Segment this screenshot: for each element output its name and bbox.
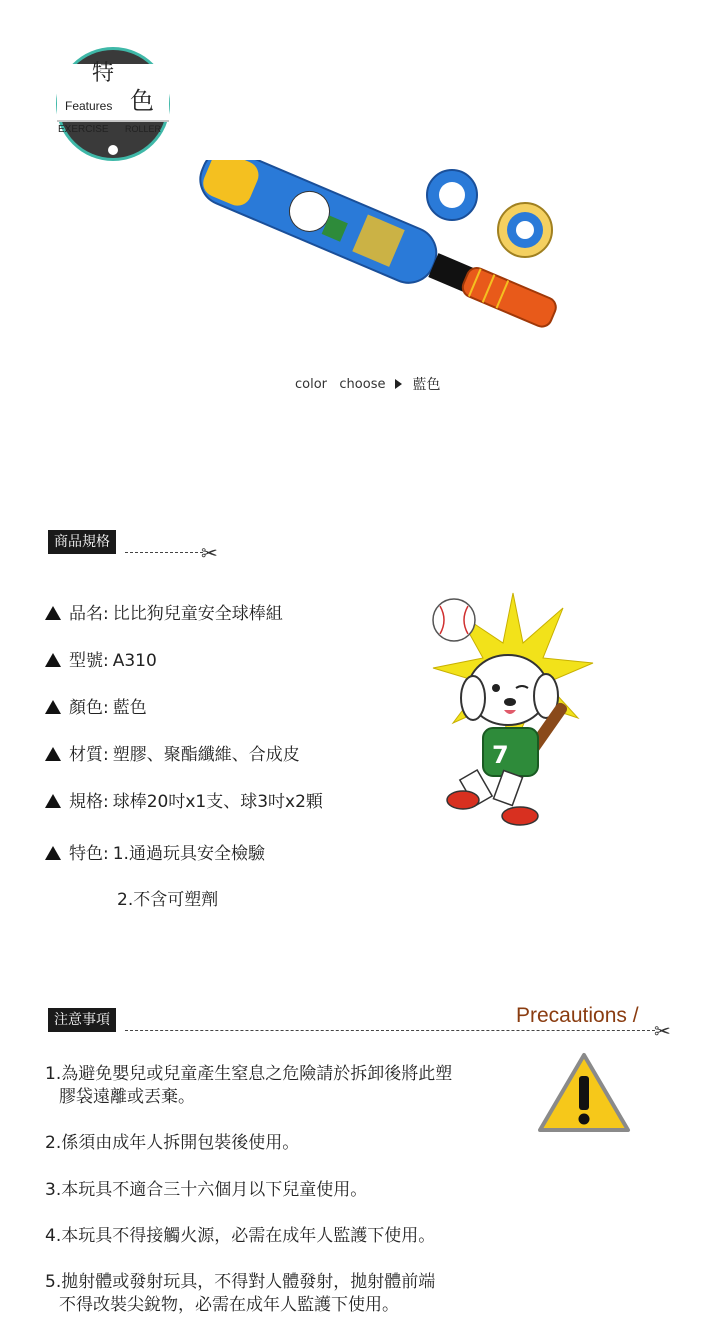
badge-subtitle-left: EXERCISE — [58, 124, 109, 135]
precautions-divider — [125, 1030, 655, 1031]
badge-english-title: Features — [65, 99, 113, 113]
badge-char-2: 色 — [130, 87, 154, 115]
spec-item-material: 材質: 塑膠、聚酯纖維、合成皮 — [45, 740, 300, 765]
badge-dot-icon — [108, 145, 118, 155]
precaution-item: 4.本玩具不得接觸火源，必需在成年人監護下使用。 — [45, 1226, 436, 1246]
badge-subtitle-right: ROLLER — [125, 124, 162, 134]
spec-item-name: 品名: 比比狗兒童安全球棒組 — [45, 599, 283, 624]
spec-divider — [125, 552, 203, 553]
precautions-section-tag: 注意事項 — [48, 1008, 116, 1032]
color-choose-label: color choose — [295, 376, 386, 392]
color-choose-value: 藍色 — [412, 377, 441, 393]
precaution-item: 5.拋射體或發射玩具，不得對人體發射，拋射體前端 不得改裝尖銳物，必需在成年人監護下使用。 — [45, 1272, 436, 1315]
precaution-item: 2.係須由成年人拆開包裝後使用。 — [45, 1133, 300, 1153]
spec-item-size: 規格: 球棒20吋x1支、球3吋x2顆 — [45, 787, 323, 812]
scissors-icon: ✂ — [201, 541, 218, 565]
precaution-item: 3.本玩具不適合三十六個月以下兒童使用。 — [45, 1180, 368, 1200]
triangle-bullet-icon — [45, 794, 61, 808]
badge-char-1: 特 — [92, 61, 115, 86]
precaution-item: 1.為避免嬰兒或兒童產生窒息之危險請於拆卸後將此塑 膠袋遠離或丟棄。 — [45, 1064, 453, 1107]
spec-section-tag: 商品規格 — [48, 530, 116, 554]
scissors-icon: ✂ — [654, 1019, 671, 1043]
triangle-bullet-icon — [45, 653, 61, 667]
svg-text:7: 7 — [492, 741, 509, 769]
triangle-bullet-icon — [45, 606, 61, 620]
triangle-bullet-icon — [45, 700, 61, 714]
features-badge — [55, 42, 171, 166]
spec-item-model: 型號: A310 — [45, 646, 157, 671]
precautions-title: Precautions / — [516, 1004, 639, 1027]
warning-icon — [537, 1052, 631, 1134]
mascot-dog-image — [428, 588, 598, 833]
color-choose — [295, 374, 440, 394]
triangle-bullet-icon — [45, 846, 61, 860]
product-image — [180, 160, 580, 340]
triangle-bullet-icon — [45, 747, 61, 761]
spec-feature-line-2: 2.不含可塑劑 — [117, 890, 219, 910]
spec-item-color: 顏色: 藍色 — [45, 693, 147, 718]
triangle-right-icon — [395, 379, 402, 389]
spec-item-feature: 特色: 1.通過玩具安全檢驗 — [45, 839, 265, 864]
